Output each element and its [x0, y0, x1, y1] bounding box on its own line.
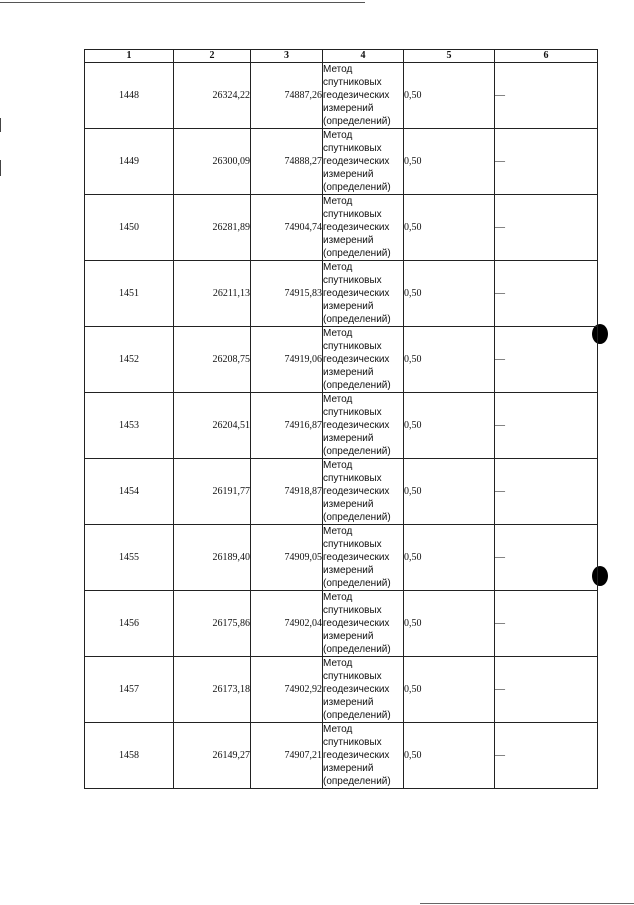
note-cell: —: [495, 327, 598, 393]
accuracy-cell: 0,50: [404, 459, 495, 525]
coordinates-table: [84, 49, 598, 789]
point-number-cell: 1458: [85, 723, 174, 789]
note-cell: —: [495, 459, 598, 525]
method-cell: Метод спутниковых геодезических измерений (определений): [323, 195, 404, 261]
table-row: [85, 525, 598, 591]
column-header: 3: [251, 50, 323, 63]
x-coordinate-cell: 26300,09: [174, 129, 251, 195]
method-cell: Метод спутниковых геодезических измерений (определений): [323, 261, 404, 327]
method-cell: Метод спутниковых геодезических измерений (определений): [323, 525, 404, 591]
method-cell: Метод спутниковых геодезических измерений (определений): [323, 129, 404, 195]
method-cell: Метод спутниковых геодезических измерений (определений): [323, 591, 404, 657]
method-cell: Метод спутниковых геодезических измерений (определений): [323, 327, 404, 393]
x-coordinate-cell: 26175,86: [174, 591, 251, 657]
y-coordinate-cell: 74915,83: [251, 261, 323, 327]
table-row: [85, 591, 598, 657]
y-coordinate-cell: 74902,04: [251, 591, 323, 657]
y-coordinate-cell: 74888,27: [251, 129, 323, 195]
accuracy-cell: 0,50: [404, 393, 495, 459]
point-number-cell: 1457: [85, 657, 174, 723]
y-coordinate-cell: 74902,92: [251, 657, 323, 723]
x-coordinate-cell: 26208,75: [174, 327, 251, 393]
note-cell: —: [495, 723, 598, 789]
method-cell: Метод спутниковых геодезических измерений (определений): [323, 63, 404, 129]
table-header-row: [85, 50, 598, 63]
table-row: [85, 657, 598, 723]
column-header: 5: [404, 50, 495, 63]
scan-artifact-line: [420, 903, 634, 904]
x-coordinate-cell: 26191,77: [174, 459, 251, 525]
note-cell: —: [495, 657, 598, 723]
column-header: 6: [495, 50, 598, 63]
x-coordinate-cell: 26324,22: [174, 63, 251, 129]
x-coordinate-cell: 26204,51: [174, 393, 251, 459]
scan-edge-mark: [0, 160, 1, 176]
x-coordinate-cell: 26173,18: [174, 657, 251, 723]
note-cell: —: [495, 525, 598, 591]
x-coordinate-cell: 26211,13: [174, 261, 251, 327]
accuracy-cell: 0,50: [404, 525, 495, 591]
y-coordinate-cell: 74918,87: [251, 459, 323, 525]
x-coordinate-cell: 26149,27: [174, 723, 251, 789]
x-coordinate-cell: 26281,89: [174, 195, 251, 261]
y-coordinate-cell: 74909,05: [251, 525, 323, 591]
method-cell: Метод спутниковых геодезических измерений (определений): [323, 657, 404, 723]
table-row: [85, 459, 598, 525]
accuracy-cell: 0,50: [404, 327, 495, 393]
point-number-cell: 1452: [85, 327, 174, 393]
accuracy-cell: 0,50: [404, 129, 495, 195]
note-cell: —: [495, 129, 598, 195]
point-number-cell: 1454: [85, 459, 174, 525]
column-header: 2: [174, 50, 251, 63]
point-number-cell: 1449: [85, 129, 174, 195]
column-header: 1: [85, 50, 174, 63]
table-row: [85, 723, 598, 789]
y-coordinate-cell: 74907,21: [251, 723, 323, 789]
point-number-cell: 1451: [85, 261, 174, 327]
table-row: [85, 195, 598, 261]
point-number-cell: 1453: [85, 393, 174, 459]
scan-edge-mark: [0, 118, 1, 132]
note-cell: —: [495, 63, 598, 129]
method-cell: Метод спутниковых геодезических измерений (определений): [323, 459, 404, 525]
y-coordinate-cell: 74904,74: [251, 195, 323, 261]
accuracy-cell: 0,50: [404, 723, 495, 789]
method-cell: Метод спутниковых геодезических измерений (определений): [323, 393, 404, 459]
accuracy-cell: 0,50: [404, 261, 495, 327]
y-coordinate-cell: 74887,26: [251, 63, 323, 129]
table-body: [85, 63, 598, 789]
table-row: [85, 393, 598, 459]
point-number-cell: 1450: [85, 195, 174, 261]
note-cell: —: [495, 195, 598, 261]
note-cell: —: [495, 261, 598, 327]
accuracy-cell: 0,50: [404, 657, 495, 723]
accuracy-cell: 0,50: [404, 195, 495, 261]
point-number-cell: 1455: [85, 525, 174, 591]
table-row: [85, 261, 598, 327]
scan-artifact-line: [0, 2, 365, 3]
accuracy-cell: 0,50: [404, 63, 495, 129]
table-row: [85, 63, 598, 129]
point-number-cell: 1448: [85, 63, 174, 129]
column-header: 4: [323, 50, 404, 63]
accuracy-cell: 0,50: [404, 591, 495, 657]
y-coordinate-cell: 74919,06: [251, 327, 323, 393]
y-coordinate-cell: 74916,87: [251, 393, 323, 459]
method-cell: Метод спутниковых геодезических измерений (определений): [323, 723, 404, 789]
table-row: [85, 129, 598, 195]
table-row: [85, 327, 598, 393]
note-cell: —: [495, 591, 598, 657]
x-coordinate-cell: 26189,40: [174, 525, 251, 591]
note-cell: —: [495, 393, 598, 459]
point-number-cell: 1456: [85, 591, 174, 657]
